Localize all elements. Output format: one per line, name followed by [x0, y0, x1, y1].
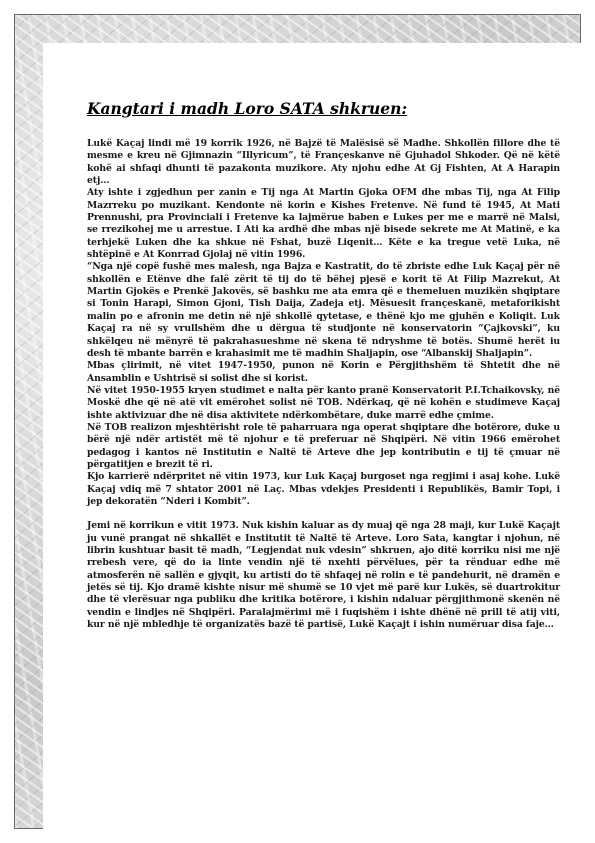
paragraph: Në TOB realizon mjeshtërisht role të paharruara nga operat shqiptare dhe botërore, duke u bërë një ndër artistët më të njohur e të preferuar në Shqipëri. Në vitin 1966 emërohet pedagog i kantos në Institutin e Naltë të Arteve dhe jep kontributin e tij të çmuar në përgatitjen e brezit të ri. — [87, 421, 560, 470]
paragraph: Lukë Kaçaj lindi më 19 korrik 1926, në Bajzë të Malësisë së Madhe. Shkollën fillore dhe të mesme e kreu në Gjimnazin “Illyricum”, të Françeskanve në Gjuhadol Shkoder. Që në këtë kohë ai shfaqi dhunti të pazakonta muzikore. Aty njohu edhe At Gj Fishten, At A Harapin etj… — [87, 138, 560, 187]
paragraph: Në vitet 1950-1955 kryen studimet e nalta për kanto pranë Konservatorit P.I.Tchaikovsky, në Moskë dhe që në atë vit emërohet solist në TOB. Ndërkaq, që në kohën e studimeve Kaçaj ishte aktivizuar dhe në disa aktivitete ndërkombëtare, duke marrë edhe çmime. — [87, 384, 560, 421]
paragraph: Jemi në korrikun e vitit 1973. Nuk kishin kaluar as dy muaj që nga 28 maji, kur Lukë Kaçajt ju vunë prangat në shkallët e Institutit të Naltë të Arteve. Loro Sata, kangtar i njohun, në librin kushtuar basit të madh, “Legjendat nuk vdesin” shkruen, ajo ditë korriku nisi me një rrebesh vere, që do ia linte vendin një të nxehti përvëlues, për ta rënduar edhe më atmosferën në sallën e gjyqit, ku artisti do të shfaqej në rolin e të pandehurit, në dramën e jetës së tij. Kjo dramë kishte nisur më shumë se 10 vjet më parë kur Lukës, së duartrokitur dhe të vlerësuar nga publiku dhe kritika botërore, i kishin ndaluar përgjithmonë skenën në vendin e lindjes në Shqipëri. Paralajmërimi më i fuqishëm i ishte dhënë në prill të atij viti, kur në një mbledhje të organizatës bazë të partisë, Lukë Kaçajt i ishin numëruar disa faje… — [87, 520, 560, 631]
document-body — [87, 138, 560, 631]
document-page — [43, 43, 582, 830]
paragraph: Kjo karrierë ndërpritet në vitin 1973, kur Luk Kaçaj burgoset nga regjimi i asaj kohe. Lukë Kaçaj vdiq më 7 shtator 2001 në Laç. Mbas vdekjes Presidenti i Republikës, Bamir Topi, i jep dekoratën “Nderi i Kombit”. — [87, 471, 560, 507]
paragraph: “Nga një copë fushë mes malesh, nga Bajza e Kastratit, do të zbriste edhe Luk Kaçaj për në shkollën e Etënve dhe falë zërit të tij do të bëhej pjesë e korit të At Filip Mazrekut, At Martin Gjokës e Prenkë Jakovës, së bashku me ata emra që e themeluen muzikën shqiptare si Tonin Harapi, Simon Gjoni, Tish Daija, Zadeja etj. Mësuesit françeskanë, metaforikisht malin po e afronin me detin në një shkollë qytetase, e thënë kjo me gjuhën e Koliqit. Luk Kaçaj ra në sy vrullshëm dhe u dërgua të studjonte në konservatorin “Çajkovski”, ku shkëlqeu në mënyrë të pakrahasueshme në skena të ndryshme të botës. Shumë herët iu desh të mbante barrën e krahasimit me të madhin Shaljapin, ose “Albanskij Shaljapin”. — [87, 261, 560, 359]
marble-border-frame — [14, 14, 581, 829]
paragraph: Mbas çlirimit, në vitet 1947-1950, punon në Korin e Përgjithshëm të Shtetit dhe në Ansamblin e Ushtrisë si solist dhe si korist. — [87, 360, 560, 384]
paragraph: Aty ishte i zgjedhun per zanin e Tij nga At Martin Gjoka OFM dhe mbas Tij, nga At Filip Mazrreku po muzikant. Kendonte në korin e Kishes Fretenve. Në fund të 1945, At Mati Prennushi, pra Provinciali i Fretenve ka lajmërue baben e Lukes per me e marrë në Malsi, se rrezikohej me u arrestue. I Ati ka ardhë dhe mbas një bisede sekrete me At Matinë, e ka terhjekë Luken dhe ka shkue në Fshat, buzë Liqenit… Këte e ka tregue vetë Luka, në shtëpinë e At Konrrad Gjolaj në vitin 1996. — [87, 187, 560, 261]
document-title: Kangtari i madh Loro SATA shkruen: — [87, 99, 408, 118]
